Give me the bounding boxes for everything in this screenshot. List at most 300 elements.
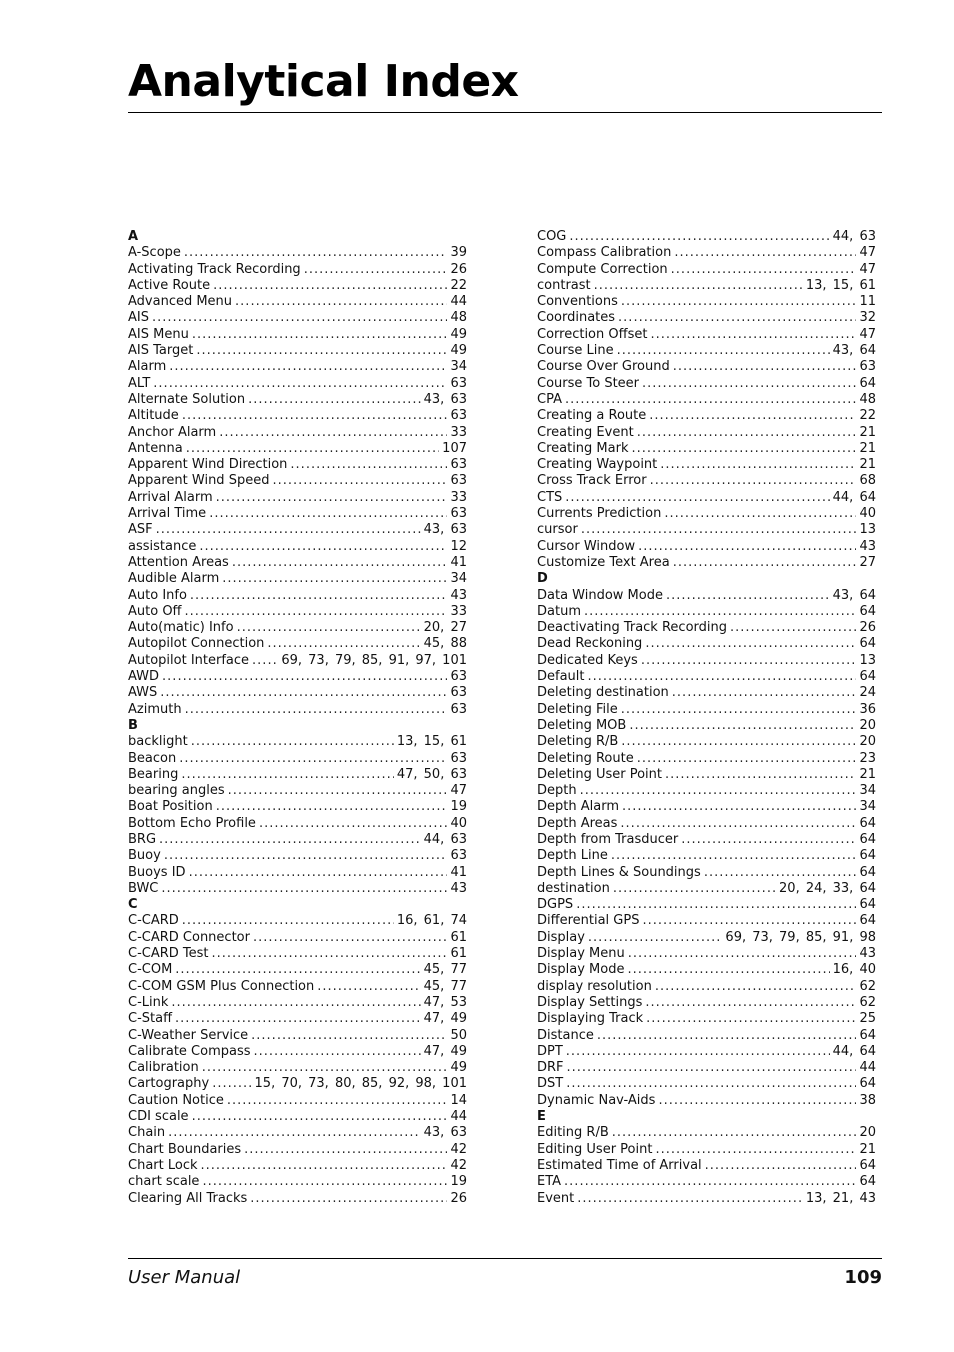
- index-entry: [537, 995, 876, 1011]
- index-page-numbers: 69, 73, 79, 85, 91, 98: [725, 929, 876, 945]
- footer-document-name: User Manual: [128, 1267, 241, 1288]
- dot-leader: [153, 376, 447, 392]
- index-page-numbers: 64: [859, 848, 876, 864]
- dot-leader: [621, 734, 856, 750]
- index-entry: [537, 408, 876, 424]
- index-entry: [537, 473, 876, 489]
- index-entry: [128, 848, 467, 864]
- index-term: Creating Mark: [537, 440, 629, 456]
- index-term: Course To Steer: [537, 375, 640, 391]
- dot-leader: [567, 1060, 857, 1076]
- index-page-numbers: 12: [450, 538, 467, 554]
- index-letter-heading: E: [537, 1109, 546, 1125]
- index-term: Cursor Window: [537, 538, 636, 554]
- index-term: Depth Areas: [537, 815, 618, 831]
- index-entry: [537, 1142, 876, 1158]
- index-page-numbers: 69, 73, 79, 85, 91, 97, 101: [281, 652, 467, 668]
- index-entry: [128, 816, 467, 832]
- dot-leader: [628, 946, 857, 962]
- index-term: A-Scope: [128, 245, 181, 261]
- index-page-numbers: 48: [859, 391, 876, 407]
- dot-leader: [317, 979, 420, 995]
- index-term: Anchor Alarm: [128, 424, 217, 440]
- page-title: Analytical Index: [128, 56, 519, 107]
- index-page-numbers: 14: [450, 1092, 467, 1108]
- index-term: Depth from Trasducer: [537, 831, 679, 847]
- index-page-numbers: 47: [859, 261, 876, 277]
- index-page-numbers: 34: [859, 799, 876, 815]
- index-term: COG: [537, 229, 567, 244]
- index-page-numbers: 21: [859, 424, 876, 440]
- dot-leader: [159, 832, 421, 848]
- dot-leader: [186, 441, 439, 457]
- dot-leader: [576, 897, 856, 913]
- dot-leader: [650, 473, 857, 489]
- index-entry: [128, 278, 467, 294]
- index-term: Displaying Track: [537, 1011, 644, 1027]
- index-page-numbers: 42: [450, 1141, 467, 1157]
- index-page-numbers: 19: [450, 799, 467, 815]
- index-entry: [537, 1093, 876, 1109]
- index-term: AWD: [128, 669, 160, 685]
- index-entry: [128, 506, 467, 522]
- index-page-numbers: 41: [450, 864, 467, 880]
- index-entry: [537, 832, 876, 848]
- index-page-numbers: 40: [450, 815, 467, 831]
- index-term: Autopilot Connection: [128, 636, 265, 652]
- index-page-numbers: 20: [859, 717, 876, 733]
- index-page-numbers: 25: [859, 1011, 876, 1027]
- index-page-numbers: 63: [450, 669, 467, 685]
- dot-leader: [566, 1076, 856, 1092]
- index-term: Caution Notice: [128, 1092, 224, 1108]
- index-term: ASF: [128, 522, 153, 538]
- index-term: Display Settings: [537, 994, 643, 1010]
- index-term: Arrival Alarm: [128, 489, 213, 505]
- dot-leader: [202, 1060, 448, 1076]
- dot-leader: [162, 669, 447, 685]
- index-term: Autopilot Interface: [128, 652, 250, 668]
- dot-leader: [244, 1142, 447, 1158]
- index-entry: [128, 262, 467, 278]
- index-page-numbers: 33: [450, 603, 467, 619]
- index-term: Arrival Time: [128, 506, 207, 522]
- index-page-numbers: 64: [859, 669, 876, 685]
- dot-leader: [621, 294, 857, 310]
- index-page-numbers: 43: [450, 587, 467, 603]
- dot-leader: [190, 588, 448, 604]
- index-entry: [128, 539, 467, 555]
- dot-leader: [665, 767, 856, 783]
- index-term: Alarm: [128, 359, 167, 375]
- index-term: Auto Info: [128, 587, 187, 603]
- index-entry: [128, 1191, 467, 1207]
- index-page-numbers: 34: [859, 783, 876, 799]
- index-term: ALT: [128, 375, 151, 391]
- index-term: Estimated Time of Arrival: [537, 1157, 702, 1173]
- index-page-numbers: 21: [859, 457, 876, 473]
- index-page-numbers: 43: [450, 880, 467, 896]
- index-page-numbers: 21: [859, 1141, 876, 1157]
- index-page-numbers: 13, 15, 61: [805, 277, 876, 293]
- dot-leader: [216, 490, 448, 506]
- dot-leader: [201, 1158, 448, 1174]
- index-entry: [128, 979, 467, 995]
- index-term: CDI scale: [128, 1109, 189, 1125]
- dot-leader: [304, 262, 448, 278]
- index-entry: [537, 294, 876, 310]
- index-page-numbers: 20, 24, 33, 64: [779, 880, 876, 896]
- index-page-numbers: 62: [859, 978, 876, 994]
- index-entry: [537, 653, 876, 669]
- index-page-numbers: 42: [450, 1157, 467, 1173]
- dot-leader: [565, 490, 829, 506]
- index-term: AWS: [128, 685, 158, 701]
- index-page-numbers: 49: [450, 326, 467, 342]
- index-entry: [128, 734, 467, 750]
- index-term: Apparent Wind Speed: [128, 473, 270, 489]
- dot-leader: [182, 408, 448, 424]
- index-entry: [128, 490, 467, 506]
- dot-leader: [192, 1109, 448, 1125]
- footer-page-number: 109: [844, 1267, 882, 1288]
- dot-leader: [655, 1142, 856, 1158]
- index-entry: [128, 685, 467, 701]
- dot-leader: [646, 1011, 856, 1027]
- index-entry: [537, 865, 876, 881]
- dot-leader: [645, 636, 856, 652]
- index-entry: [128, 620, 467, 636]
- index-entry: [537, 441, 876, 457]
- index-term: Beacon: [128, 750, 177, 766]
- index-term: DGPS: [537, 897, 574, 913]
- dot-leader: [673, 359, 857, 375]
- index-entry: [128, 310, 467, 326]
- index-entry: [128, 392, 467, 408]
- dot-leader: [251, 1028, 447, 1044]
- index-term: Editing User Point: [537, 1141, 653, 1157]
- index-page-numbers: 21: [859, 766, 876, 782]
- dot-leader: [645, 995, 856, 1011]
- dot-leader: [181, 767, 394, 783]
- index-term: Calibrate Compass: [128, 1043, 251, 1059]
- index-term: Deleting R/B: [537, 734, 619, 750]
- dot-leader: [184, 245, 448, 261]
- index-entry: [537, 1028, 876, 1044]
- index-page-numbers: 62: [859, 994, 876, 1010]
- dot-leader: [577, 1191, 803, 1207]
- index-term: DRF: [537, 1060, 564, 1076]
- index-page-numbers: 50: [450, 1027, 467, 1043]
- index-term: Event: [537, 1190, 575, 1206]
- index-page-numbers: 63: [450, 506, 467, 522]
- index-term: Chain: [128, 1125, 166, 1141]
- index-entry: [128, 343, 467, 359]
- dot-leader: [611, 848, 857, 864]
- index-entry: [537, 327, 876, 343]
- index-entry: [128, 1011, 467, 1027]
- index-entry: [537, 913, 876, 929]
- index-term: Creating Event: [537, 424, 634, 440]
- dot-leader: [290, 457, 447, 473]
- index-entry: [128, 359, 467, 375]
- dot-leader: [189, 865, 448, 881]
- dot-leader: [175, 962, 420, 978]
- dot-leader: [629, 718, 856, 734]
- dot-leader: [613, 881, 776, 897]
- index-entry: [537, 1174, 876, 1190]
- index-page-numbers: 64: [859, 375, 876, 391]
- dot-leader: [152, 310, 447, 326]
- dot-leader: [637, 425, 857, 441]
- index-entry: [537, 604, 876, 620]
- dot-leader: [658, 1093, 856, 1109]
- index-term: Datum: [537, 603, 581, 619]
- index-page-numbers: 64: [859, 1174, 876, 1190]
- index-page-numbers: 47, 49: [423, 1043, 467, 1059]
- index-entry: [128, 995, 467, 1011]
- dot-leader: [620, 816, 856, 832]
- index-entry: [537, 310, 876, 326]
- dot-leader: [632, 441, 857, 457]
- dot-leader: [650, 327, 856, 343]
- dot-leader: [588, 669, 857, 685]
- index-page-numbers: 34: [450, 359, 467, 375]
- dot-leader: [642, 376, 856, 392]
- index-page-numbers: 26: [859, 620, 876, 636]
- index-term: Creating Waypoint: [537, 457, 658, 473]
- dot-leader: [671, 262, 857, 278]
- index-entry: [128, 473, 467, 489]
- index-term: DST: [537, 1076, 564, 1092]
- index-term: C-CARD Connector: [128, 929, 250, 945]
- index-page-numbers: 47: [859, 326, 876, 342]
- index-term: Buoys ID: [128, 864, 186, 880]
- index-entry: [128, 653, 467, 669]
- dot-leader: [594, 278, 803, 294]
- index-term: Default: [537, 669, 585, 685]
- index-term: Audible Alarm: [128, 571, 220, 587]
- dot-leader: [259, 816, 448, 832]
- dot-leader: [156, 522, 421, 538]
- dot-leader: [227, 1093, 448, 1109]
- index-term: Course Line: [537, 343, 614, 359]
- index-page-numbers: 19: [450, 1174, 467, 1190]
- dot-leader: [212, 946, 448, 962]
- index-page-numbers: 63: [450, 750, 467, 766]
- index-entry: [128, 588, 467, 604]
- index-entry: [537, 229, 876, 245]
- index-entry: [128, 1158, 467, 1174]
- index-term: CTS: [537, 489, 563, 505]
- index-entry: [537, 881, 876, 897]
- index-page-numbers: 61: [450, 929, 467, 945]
- dot-leader: [730, 620, 856, 636]
- dot-leader: [219, 425, 447, 441]
- index-entry: [128, 636, 467, 652]
- index-term: Deleting Route: [537, 750, 634, 766]
- index-column-left: [128, 229, 467, 1207]
- dot-leader: [161, 881, 447, 897]
- index-entry: [128, 1044, 467, 1060]
- index-page-numbers: 44, 63: [423, 831, 467, 847]
- index-entry: [128, 1076, 467, 1092]
- index-entry: [537, 636, 876, 652]
- index-entry: [128, 376, 467, 392]
- index-term: Bottom Echo Profile: [128, 815, 256, 831]
- index-column-right: [537, 229, 876, 1207]
- dot-leader: [704, 865, 857, 881]
- index-term: Dynamic Nav-Aids: [537, 1092, 656, 1108]
- dot-leader: [185, 702, 448, 718]
- index-term: Display Mode: [537, 962, 625, 978]
- dot-leader: [228, 783, 448, 799]
- index-entry: [128, 408, 467, 424]
- index-entry: [537, 930, 876, 946]
- index-entry: [128, 425, 467, 441]
- index-term: Altitude: [128, 408, 179, 424]
- index-page-numbers: 64: [859, 831, 876, 847]
- index-term: backlight: [128, 734, 188, 750]
- index-entry: [537, 376, 876, 392]
- index-entry: [128, 832, 467, 848]
- index-term: Compute Correction: [537, 261, 668, 277]
- index-entry: [537, 506, 876, 522]
- index-entry: [128, 1174, 467, 1190]
- index-page-numbers: 64: [859, 603, 876, 619]
- index-entry: [128, 571, 467, 587]
- index-page-numbers: 44: [859, 1060, 876, 1076]
- index-term: Correction Offset: [537, 326, 648, 342]
- index-page-numbers: 33: [450, 489, 467, 505]
- dot-leader: [171, 995, 420, 1011]
- index-entry: [128, 962, 467, 978]
- index-term: Auto Off: [128, 603, 182, 619]
- index-entry: [128, 930, 467, 946]
- index-term: ETA: [537, 1174, 562, 1190]
- index-page-numbers: 63: [450, 408, 467, 424]
- index-entry: [128, 1093, 467, 1109]
- index-page-numbers: 16, 61, 74: [396, 913, 467, 929]
- dot-leader: [212, 1076, 251, 1092]
- dot-leader: [272, 473, 447, 489]
- index-page-numbers: 23: [859, 750, 876, 766]
- index-term: Dedicated Keys: [537, 652, 638, 668]
- dot-leader: [196, 343, 447, 359]
- index-entry: [537, 392, 876, 408]
- index-entry: [537, 555, 876, 571]
- dot-leader: [179, 751, 447, 767]
- index-term: C-COM GSM Plus Connection: [128, 978, 315, 994]
- index-page-numbers: 47: [859, 245, 876, 261]
- index-term: Clearing All Tracks: [128, 1190, 248, 1206]
- index-page-numbers: 43, 63: [423, 391, 467, 407]
- dot-leader: [569, 229, 829, 245]
- index-entry: [537, 359, 876, 375]
- dot-leader: [705, 1158, 857, 1174]
- index-entry: [537, 816, 876, 832]
- index-page-numbers: 26: [450, 1190, 467, 1206]
- index-page-numbers: 64: [859, 864, 876, 880]
- index-page-numbers: 34: [450, 571, 467, 587]
- index-page-numbers: 20: [859, 734, 876, 750]
- index-page-numbers: 47: [450, 783, 467, 799]
- index-entry: [128, 865, 467, 881]
- dot-leader: [235, 294, 447, 310]
- index-entry: [128, 913, 467, 929]
- index-page-numbers: 107: [442, 440, 467, 456]
- index-entry: [537, 457, 876, 473]
- index-term: Attention Areas: [128, 554, 229, 570]
- index-page-numbers: 64: [859, 815, 876, 831]
- index-term: destination: [537, 880, 610, 896]
- index-entry: [537, 751, 876, 767]
- index-term: Alternate Solution: [128, 391, 246, 407]
- dot-leader: [612, 1125, 857, 1141]
- index-term: Antenna: [128, 440, 183, 456]
- index-page-numbers: 44, 63: [832, 229, 876, 244]
- dot-leader: [209, 506, 447, 522]
- index-page-numbers: 45, 77: [423, 962, 467, 978]
- index-page-numbers: 43: [859, 946, 876, 962]
- index-term: Depth Alarm: [537, 799, 619, 815]
- index-entry: [128, 881, 467, 897]
- index-page-numbers: 13: [859, 522, 876, 538]
- index-term: C-CARD: [128, 913, 179, 929]
- index-page-numbers: 49: [450, 343, 467, 359]
- index-term: Customize Text Area: [537, 554, 670, 570]
- title-divider: [128, 112, 882, 113]
- index-entry: [537, 522, 876, 538]
- index-term: Depth Line: [537, 848, 608, 864]
- dot-leader: [597, 1028, 857, 1044]
- index-page-numbers: 22: [859, 408, 876, 424]
- index-term: Apparent Wind Direction: [128, 457, 288, 473]
- index-entry: [537, 1011, 876, 1027]
- index-page-numbers: 43, 63: [423, 1125, 467, 1141]
- index-term: Deleting User Point: [537, 766, 662, 782]
- index-entry: [128, 669, 467, 685]
- index-page-numbers: 39: [450, 245, 467, 261]
- index-page-numbers: 48: [450, 310, 467, 326]
- dot-leader: [250, 1191, 447, 1207]
- dot-leader: [673, 555, 857, 571]
- index-entry: [537, 848, 876, 864]
- index-term: Azimuth: [128, 701, 182, 717]
- index-page-numbers: 32: [859, 310, 876, 326]
- dot-leader: [222, 571, 447, 587]
- index-page-numbers: 64: [859, 1157, 876, 1173]
- index-page-numbers: 13, 21, 43: [805, 1190, 876, 1206]
- index-page-numbers: 63: [450, 685, 467, 701]
- index-page-numbers: 13, 15, 61: [396, 734, 467, 750]
- index-page-numbers: 38: [859, 1092, 876, 1108]
- dot-leader: [160, 685, 447, 701]
- index-term: Chart Boundaries: [128, 1141, 242, 1157]
- index-page-numbers: 27: [859, 554, 876, 570]
- index-page-numbers: 63: [450, 701, 467, 717]
- dot-leader: [191, 734, 394, 750]
- dot-leader: [192, 327, 448, 343]
- index-entry: [128, 457, 467, 473]
- index-page-numbers: 47, 49: [423, 1011, 467, 1027]
- index-term: Editing R/B: [537, 1125, 609, 1141]
- index-page-numbers: 64: [859, 897, 876, 913]
- index-entry: [128, 702, 467, 718]
- dot-leader: [641, 653, 857, 669]
- index-entry: [537, 490, 876, 506]
- index-term: Display: [537, 929, 585, 945]
